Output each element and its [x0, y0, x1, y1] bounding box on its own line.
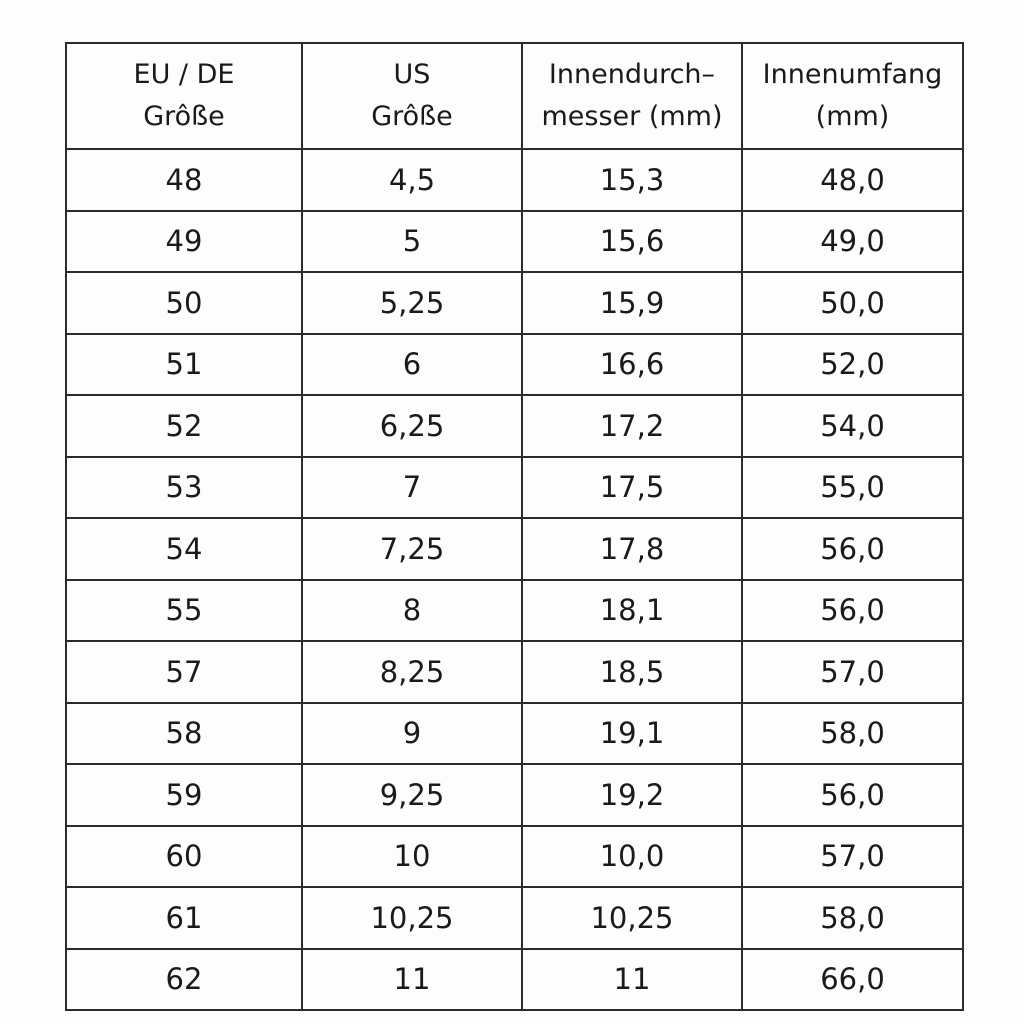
cell-inner-diameter: 15,9	[522, 272, 742, 334]
table-body	[66, 149, 963, 1010]
cell-inner-diameter: 17,8	[522, 518, 742, 580]
header-text: (mm)	[815, 101, 890, 132]
cell-inner-diameter: 19,2	[522, 764, 742, 826]
table-row	[66, 887, 963, 949]
cell-eu-de-size: 60	[66, 826, 302, 888]
cell-eu-de-size: 48	[66, 149, 302, 211]
table-row	[66, 580, 963, 642]
cell-us-size: 5,25	[302, 272, 522, 334]
header-eu-de-size	[66, 43, 302, 149]
cell-inner-circumference: 57,0	[742, 826, 963, 888]
cell-eu-de-size: 62	[66, 949, 302, 1011]
cell-inner-diameter: 17,5	[522, 457, 742, 519]
cell-us-size: 7	[302, 457, 522, 519]
cell-inner-circumference: 58,0	[742, 703, 963, 765]
cell-inner-circumference: 49,0	[742, 211, 963, 273]
cell-inner-diameter: 16,6	[522, 334, 742, 396]
cell-eu-de-size: 54	[66, 518, 302, 580]
cell-us-size: 8	[302, 580, 522, 642]
cell-eu-de-size: 53	[66, 457, 302, 519]
cell-inner-circumference: 56,0	[742, 580, 963, 642]
cell-eu-de-size: 57	[66, 641, 302, 703]
cell-inner-circumference: 56,0	[742, 518, 963, 580]
table-row	[66, 211, 963, 273]
cell-inner-diameter: 10,0	[522, 826, 742, 888]
table-row	[66, 518, 963, 580]
table-row	[66, 149, 963, 211]
header-text: Grôße	[143, 101, 225, 132]
table-row	[66, 334, 963, 396]
cell-inner-circumference: 55,0	[742, 457, 963, 519]
header-row	[66, 43, 963, 149]
cell-us-size: 10,25	[302, 887, 522, 949]
table-row	[66, 764, 963, 826]
header-text: messer (mm)	[541, 101, 723, 132]
cell-inner-circumference: 50,0	[742, 272, 963, 334]
ring-size-table	[65, 42, 964, 1011]
cell-us-size: 4,5	[302, 149, 522, 211]
table-row	[66, 641, 963, 703]
cell-us-size: 7,25	[302, 518, 522, 580]
cell-inner-circumference: 66,0	[742, 949, 963, 1011]
table-row	[66, 272, 963, 334]
cell-eu-de-size: 58	[66, 703, 302, 765]
cell-inner-circumference: 52,0	[742, 334, 963, 396]
cell-us-size: 6	[302, 334, 522, 396]
header-text: Innenumfang	[762, 59, 943, 90]
cell-us-size: 8,25	[302, 641, 522, 703]
table-row	[66, 457, 963, 519]
cell-inner-diameter: 18,5	[522, 641, 742, 703]
cell-inner-circumference: 56,0	[742, 764, 963, 826]
cell-inner-diameter: 17,2	[522, 395, 742, 457]
table-row	[66, 949, 963, 1011]
cell-eu-de-size: 61	[66, 887, 302, 949]
cell-us-size: 5	[302, 211, 522, 273]
cell-us-size: 9,25	[302, 764, 522, 826]
cell-eu-de-size: 52	[66, 395, 302, 457]
cell-eu-de-size: 59	[66, 764, 302, 826]
cell-inner-diameter: 15,6	[522, 211, 742, 273]
cell-us-size: 11	[302, 949, 522, 1011]
cell-inner-diameter: 11	[522, 949, 742, 1011]
header-text: Innendurch–	[548, 59, 716, 90]
table-row	[66, 395, 963, 457]
cell-eu-de-size: 51	[66, 334, 302, 396]
cell-inner-diameter: 19,1	[522, 703, 742, 765]
header-text: US	[393, 59, 431, 90]
header-inner-diameter	[522, 43, 742, 149]
cell-us-size: 10	[302, 826, 522, 888]
header-inner-circumference	[742, 43, 963, 149]
header-text: Grôße	[371, 101, 453, 132]
cell-inner-diameter: 10,25	[522, 887, 742, 949]
cell-inner-circumference: 48,0	[742, 149, 963, 211]
cell-inner-circumference: 58,0	[742, 887, 963, 949]
header-us-size	[302, 43, 522, 149]
cell-us-size: 9	[302, 703, 522, 765]
table-row	[66, 703, 963, 765]
cell-eu-de-size: 55	[66, 580, 302, 642]
cell-eu-de-size: 49	[66, 211, 302, 273]
cell-eu-de-size: 50	[66, 272, 302, 334]
cell-inner-circumference: 57,0	[742, 641, 963, 703]
header-text: EU / DE	[133, 59, 235, 90]
cell-us-size: 6,25	[302, 395, 522, 457]
cell-inner-circumference: 54,0	[742, 395, 963, 457]
cell-inner-diameter: 18,1	[522, 580, 742, 642]
cell-inner-diameter: 15,3	[522, 149, 742, 211]
table-row	[66, 826, 963, 888]
